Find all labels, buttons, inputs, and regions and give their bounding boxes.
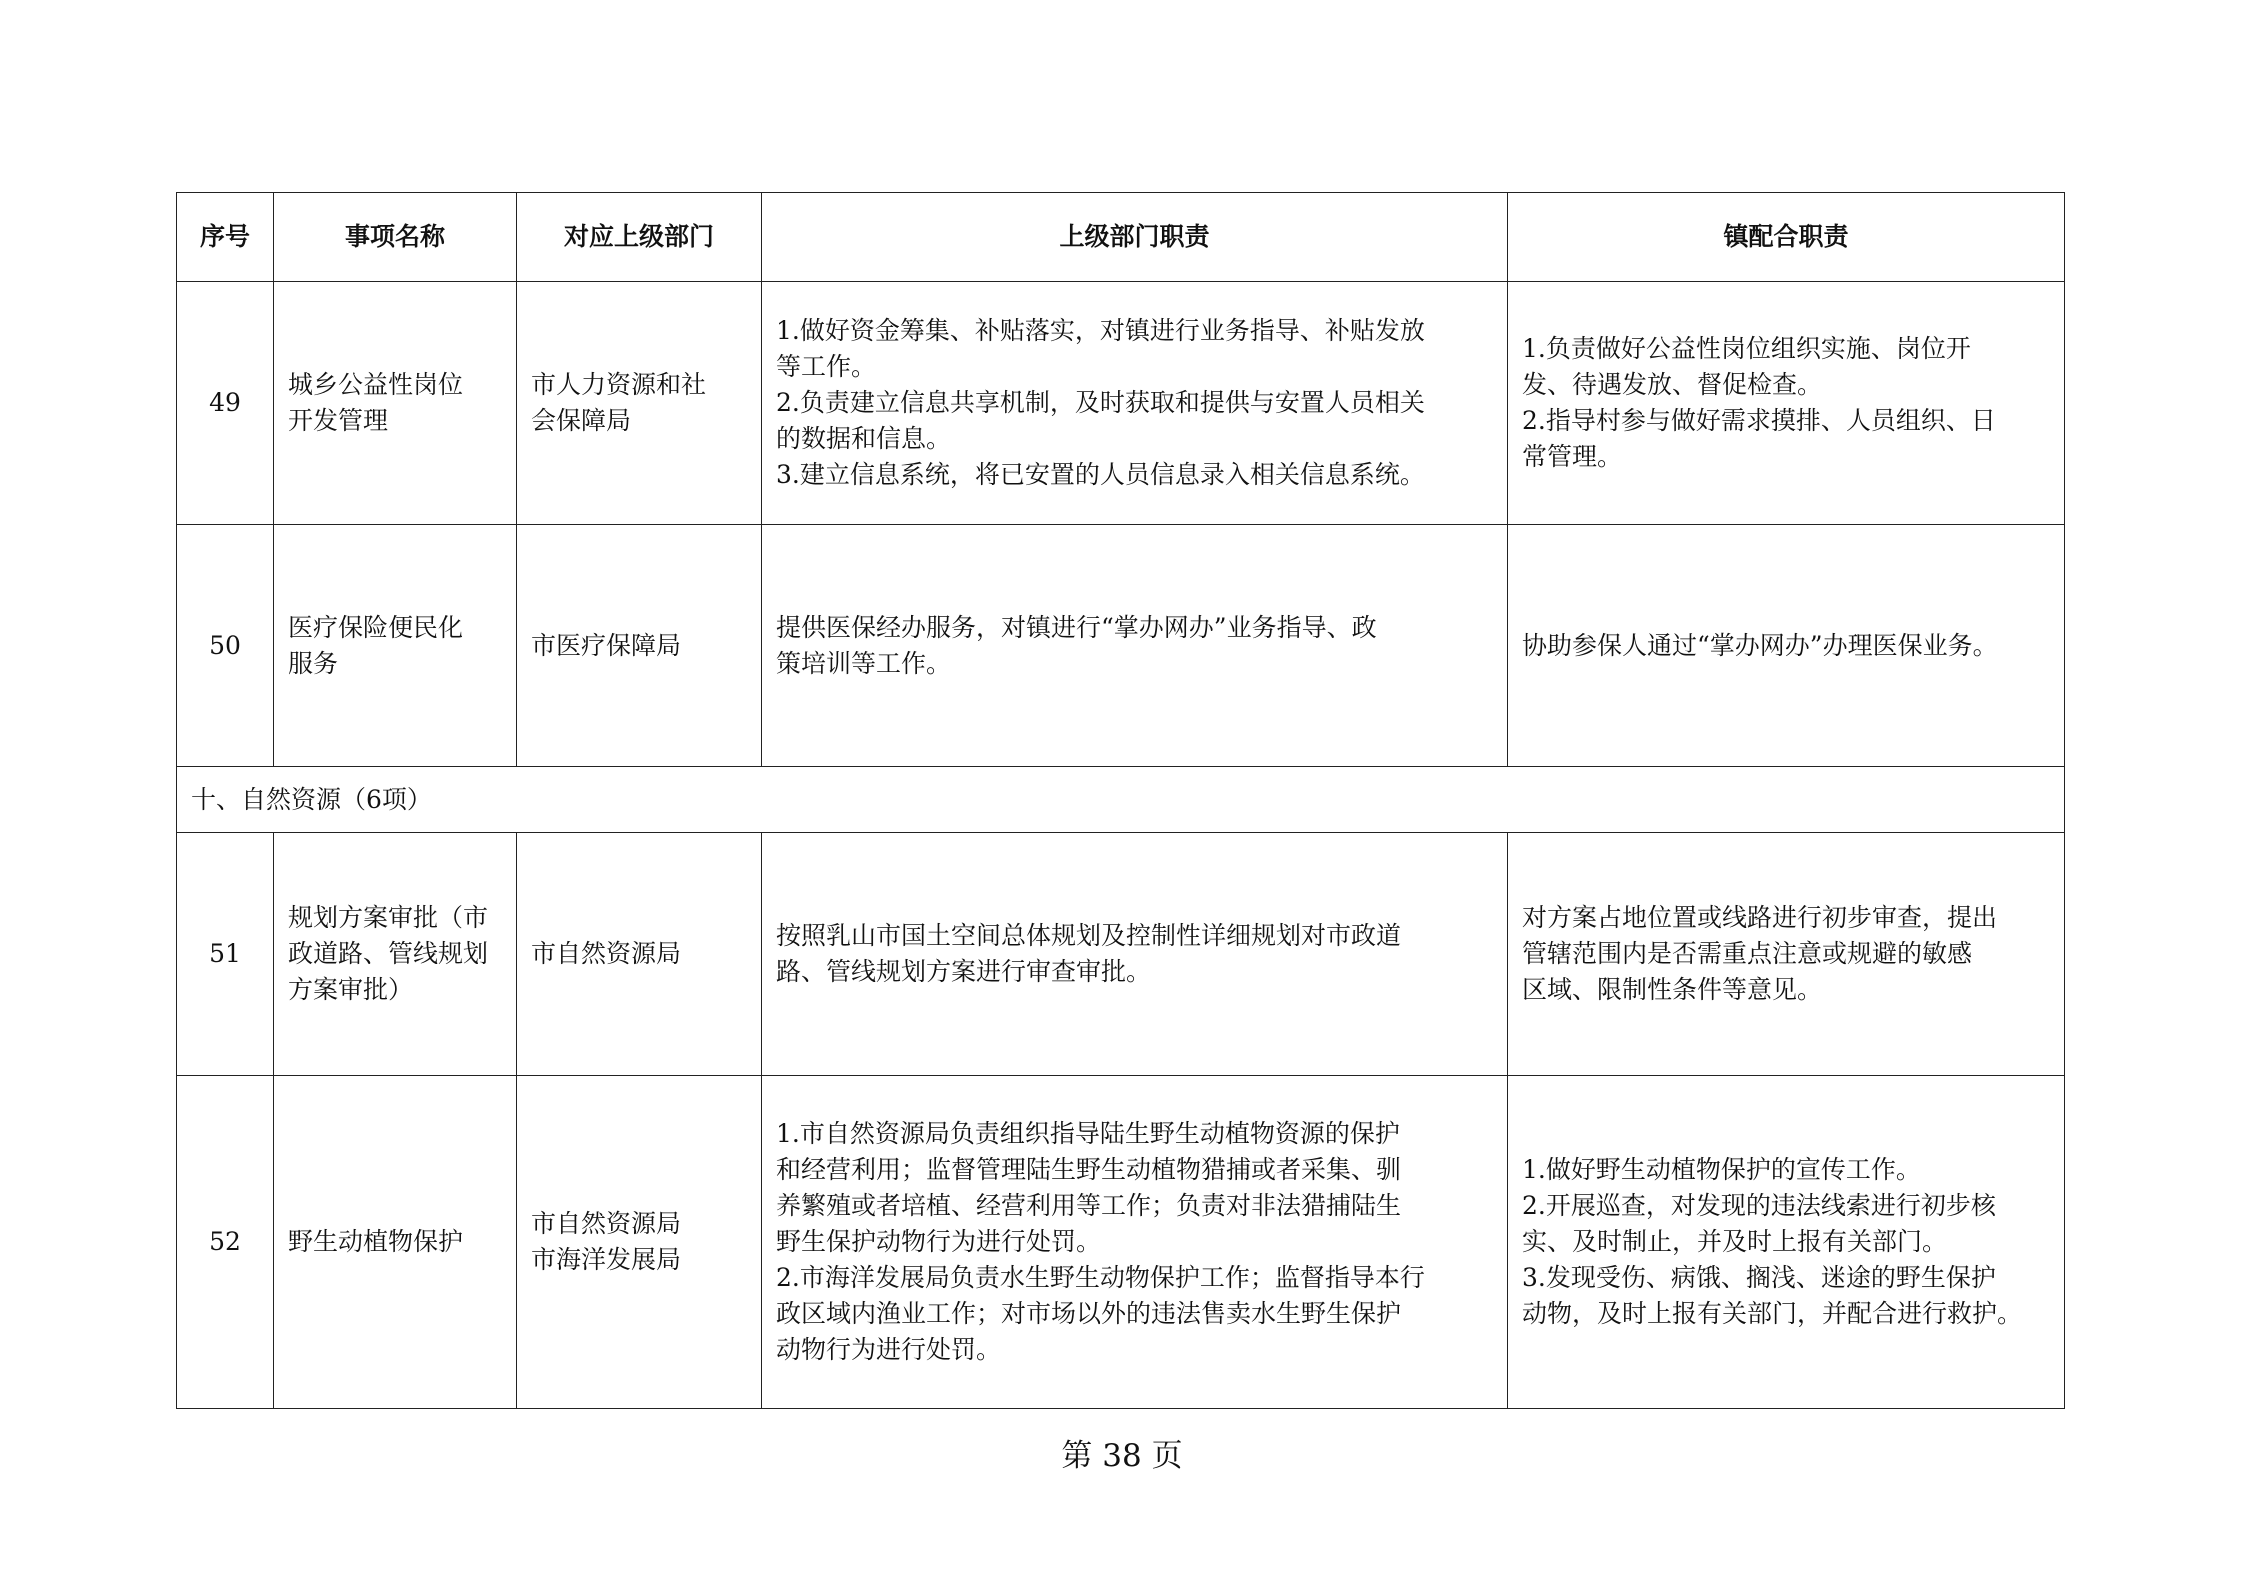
text-line: 1.做好资金筹集、补贴落实，对镇进行业务指导、补贴发放 — [776, 316, 1425, 345]
text-line: 按照乳山市国土空间总体规划及控制性详细规划对市政道 — [776, 921, 1402, 950]
text-line: 2.开展巡查，对发现的违法线索进行初步核 — [1522, 1191, 1996, 1220]
row-town-duty — [1508, 282, 2065, 525]
text-line: 区域、限制性条件等意见。 — [1522, 975, 1823, 1004]
text-line: 市医疗保障局 — [531, 630, 682, 660]
row-town-duty — [1508, 525, 2065, 767]
text-line: 市海洋发展局 — [531, 1245, 682, 1274]
row-item-name — [274, 282, 517, 525]
row-num: 49 — [177, 282, 274, 525]
header-upper-duty: 上级部门职责 — [762, 193, 1508, 282]
text-line: 市自然资源局 — [531, 1209, 682, 1238]
text-line: 等工作。 — [776, 352, 877, 381]
row-town-duty — [1508, 1076, 2065, 1409]
text-line: 策培训等工作。 — [776, 648, 952, 678]
row-item-name — [274, 1076, 517, 1409]
header-town-duty: 镇配合职责 — [1508, 193, 2065, 282]
text-line: 提供医保经办服务，对镇进行“掌办网办”业务指导、政 — [776, 612, 1377, 642]
text-line: 野生动植物保护 — [288, 1227, 464, 1256]
text-line: 1.负责做好公益性岗位组织实施、岗位开 — [1522, 334, 1971, 363]
row-upper-duty — [762, 833, 1508, 1076]
text-line: 政区域内渔业工作；对市场以外的违法售卖水生野生保护 — [776, 1299, 1402, 1328]
text-line: 1.做好野生动植物保护的宣传工作。 — [1522, 1155, 1921, 1184]
table-row — [177, 833, 2065, 1076]
text-line: 开发管理 — [288, 406, 389, 435]
text-line: 和经营利用；监督管理陆生野生动植物猎捕或者采集、驯 — [776, 1155, 1402, 1184]
text-line: 动物，及时上报有关部门，并配合进行救护。 — [1522, 1299, 2023, 1328]
text-line: 市自然资源局 — [531, 939, 682, 968]
text-line: 服务 — [288, 648, 339, 678]
text-line: 对方案占地位置或线路进行初步审查，提出 — [1522, 903, 1998, 932]
text-line: 常管理。 — [1522, 442, 1623, 471]
text-line: 2.指导村参与做好需求摸排、人员组织、日 — [1522, 406, 1996, 435]
row-num: 50 — [177, 525, 274, 767]
text-line: 2.负责建立信息共享机制，及时获取和提供与安置人员相关 — [776, 388, 1425, 417]
text-line: 医疗保险便民化 — [288, 612, 464, 642]
text-line: 3.发现受伤、病饿、搁浅、迷途的野生保护 — [1522, 1263, 1996, 1292]
section-title: 十、自然资源（6项） — [177, 767, 2065, 833]
text-line: 市人力资源和社 — [531, 370, 707, 399]
text-line: 的数据和信息。 — [776, 424, 952, 453]
text-line: 会保障局 — [531, 406, 632, 435]
text-line: 协助参保人通过“掌办网办”办理医保业务。 — [1522, 630, 1998, 660]
page-number: 第 38 页 — [1061, 1438, 1183, 1474]
text-line: 城乡公益性岗位 — [288, 370, 464, 399]
text-line: 方案审批） — [288, 975, 414, 1004]
header-upper-dept: 对应上级部门 — [517, 193, 762, 282]
row-item-name — [274, 833, 517, 1076]
table-header-row — [177, 193, 2065, 282]
header-item-name: 事项名称 — [274, 193, 517, 282]
row-upper-dept — [517, 833, 762, 1076]
section-row — [177, 767, 2065, 833]
table-row — [177, 282, 2065, 525]
row-upper-dept — [517, 525, 762, 767]
text-line: 路、管线规划方案进行审查审批。 — [776, 957, 1152, 986]
text-line: 动物行为进行处罚。 — [776, 1335, 1002, 1364]
text-line: 实、及时制止，并及时上报有关部门。 — [1522, 1227, 1948, 1256]
row-upper-dept — [517, 282, 762, 525]
text-line: 野生保护动物行为进行处罚。 — [776, 1227, 1102, 1256]
table-row — [177, 1076, 2065, 1409]
text-line: 3.建立信息系统，将已安置的人员信息录入相关信息系统。 — [776, 460, 1425, 489]
text-line: 2.市海洋发展局负责水生野生动物保护工作；监督指导本行 — [776, 1263, 1425, 1292]
row-upper-duty — [762, 1076, 1508, 1409]
text-line: 规划方案审批（市 — [288, 903, 489, 932]
row-item-name — [274, 525, 517, 767]
table-row — [177, 525, 2065, 767]
row-num: 52 — [177, 1076, 274, 1409]
row-num: 51 — [177, 833, 274, 1076]
row-upper-duty — [762, 282, 1508, 525]
duties-table — [176, 192, 2065, 1409]
header-num: 序号 — [177, 193, 274, 282]
text-line: 发、待遇发放、督促检查。 — [1522, 370, 1823, 399]
text-line: 政道路、管线规划 — [288, 939, 489, 968]
text-line: 1.市自然资源局负责组织指导陆生野生动植物资源的保护 — [776, 1119, 1400, 1148]
text-line: 养繁殖或者培植、经营利用等工作；负责对非法猎捕陆生 — [776, 1191, 1402, 1220]
row-town-duty — [1508, 833, 2065, 1076]
row-upper-dept — [517, 1076, 762, 1409]
row-upper-duty — [762, 525, 1508, 767]
text-line: 管辖范围内是否需重点注意或规避的敏感 — [1522, 939, 1973, 968]
